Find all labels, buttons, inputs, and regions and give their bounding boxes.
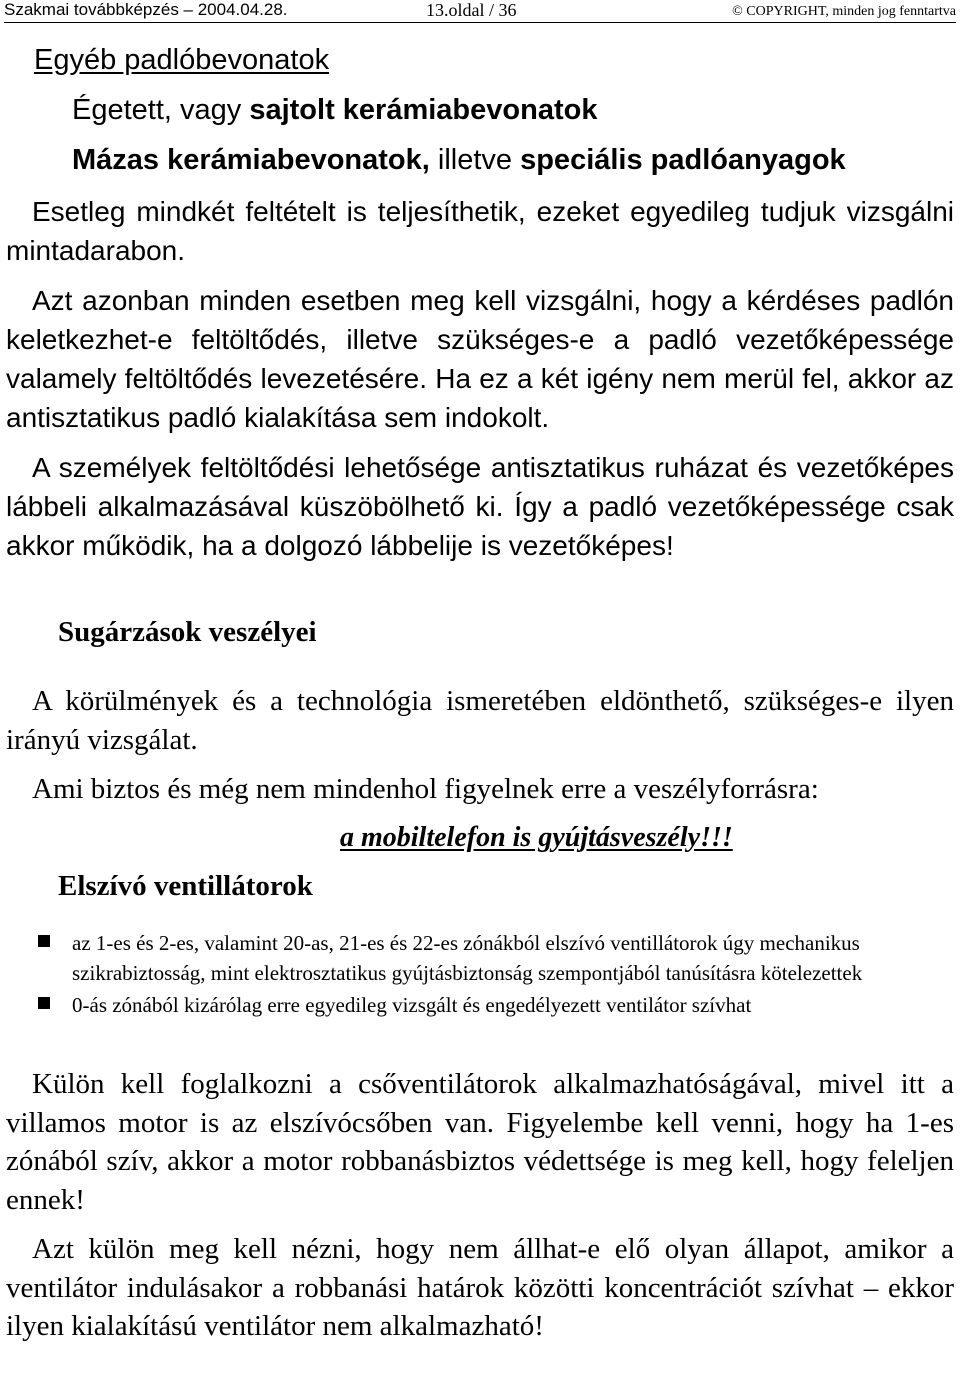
header-page-number: 13.oldal / 36 bbox=[426, 0, 517, 20]
paragraph-radiation: A körülmények és a technológia ismeretében eldönthető, szükséges-e ilyen irányú vizsgálat. bbox=[6, 685, 954, 756]
paragraph-intro: Esetleg mindkét feltételt is teljesíthetik, ezeket egyedileg tudjuk vizsgálni mintadarabon. bbox=[6, 196, 954, 266]
mobile-phone-warning: a mobiltelefon is gyújtásveszély!!! bbox=[340, 822, 733, 853]
paragraph-hazard-intro: Ami biztos és még nem mindenhol figyelnek erre a veszélyforrásra: bbox=[32, 773, 819, 805]
subheading-glazed-ceramics bbox=[72, 144, 846, 177]
list-item bbox=[34, 928, 934, 988]
fan-requirements-list bbox=[34, 928, 934, 1022]
list-item bbox=[34, 990, 934, 1020]
subheading-glazed-bold1: Mázas kerámiabevonatok, bbox=[72, 144, 430, 176]
list-item-text: az 1-es és 2-es, valamint 20-as, 21-es és 22-es zónákból elszívó ventillátorok úgy mechanikus szikrabiztosság, mint elektrosztatikus gyújtásbiztonság szempontjából tanúsításra kötelezettek bbox=[72, 931, 863, 985]
header-course: Szakmai továbbképzés – 2004.04.28. bbox=[4, 0, 288, 19]
square-bullet-icon bbox=[38, 997, 50, 1009]
page-header bbox=[4, 0, 956, 23]
heading-exhaust-fans: Elszívó ventillátorok bbox=[58, 870, 313, 902]
header-copyright: © COPYRIGHT, minden jog fenntartva bbox=[732, 4, 956, 19]
subheading-fired-ceramics bbox=[72, 94, 597, 127]
square-bullet-icon bbox=[38, 935, 50, 947]
paragraph-duct-fans: Külön kell foglalkozni a csőventilátorok alkalmazhatóságával, mivel itt a villamos motor is az elszívócsőben van. Figyelembe kell venni, hogy ha 1-es zónából szív, akkor a motor robbanásbiztos védettsége is meg kell, hogy feleljen ennek! bbox=[6, 1068, 954, 1216]
subheading-fired-bold: sajtolt kerámiabevonatok bbox=[249, 94, 598, 126]
subheading-glazed-bold2: speciális padlóanyagok bbox=[520, 144, 846, 176]
paragraph-static-check: Azt azonban minden esetben meg kell vizsgálni, hogy a kérdéses padlón keletkezhet-e feltöltődés, illetve szükséges-e a padló vezetőképessége valamely feltöltődés levezetésére. Ha ez a két igény nem merül fel, akkor az antisztatikus padló kialakítása sem indokolt. bbox=[6, 285, 954, 433]
paragraph-personal-charge: A személyek feltöltődési lehetősége antisztatikus ruházat és vezetőképes lábbeli alkalmazásával küszöbölhető ki. Így a padló vezetőképessége csak akkor működik, ha a dolgozó lábbelije is vezetőképes! bbox=[6, 452, 954, 561]
list-item-text: 0-ás zónából kizárólag erre egyedileg vizsgált és engedélyezett ventilátor szívhat bbox=[72, 993, 752, 1017]
paragraph-startup-concentration: Azt külön meg kell nézni, hogy nem állhat-e elő olyan állapot, amikor a ventilátor indulásakor a robbanási határok közötti koncentrációt szívhat – ekkor ilyen kialakítású ventilátor nem alkalmazható! bbox=[6, 1233, 954, 1342]
section-title: Egyéb padlóbevonatok bbox=[34, 44, 330, 76]
subheading-fired-regular: Égetett, vagy bbox=[72, 94, 250, 126]
heading-radiation: Sugárzások veszélyei bbox=[58, 616, 317, 648]
subheading-glazed-regular: illetve bbox=[429, 144, 521, 176]
